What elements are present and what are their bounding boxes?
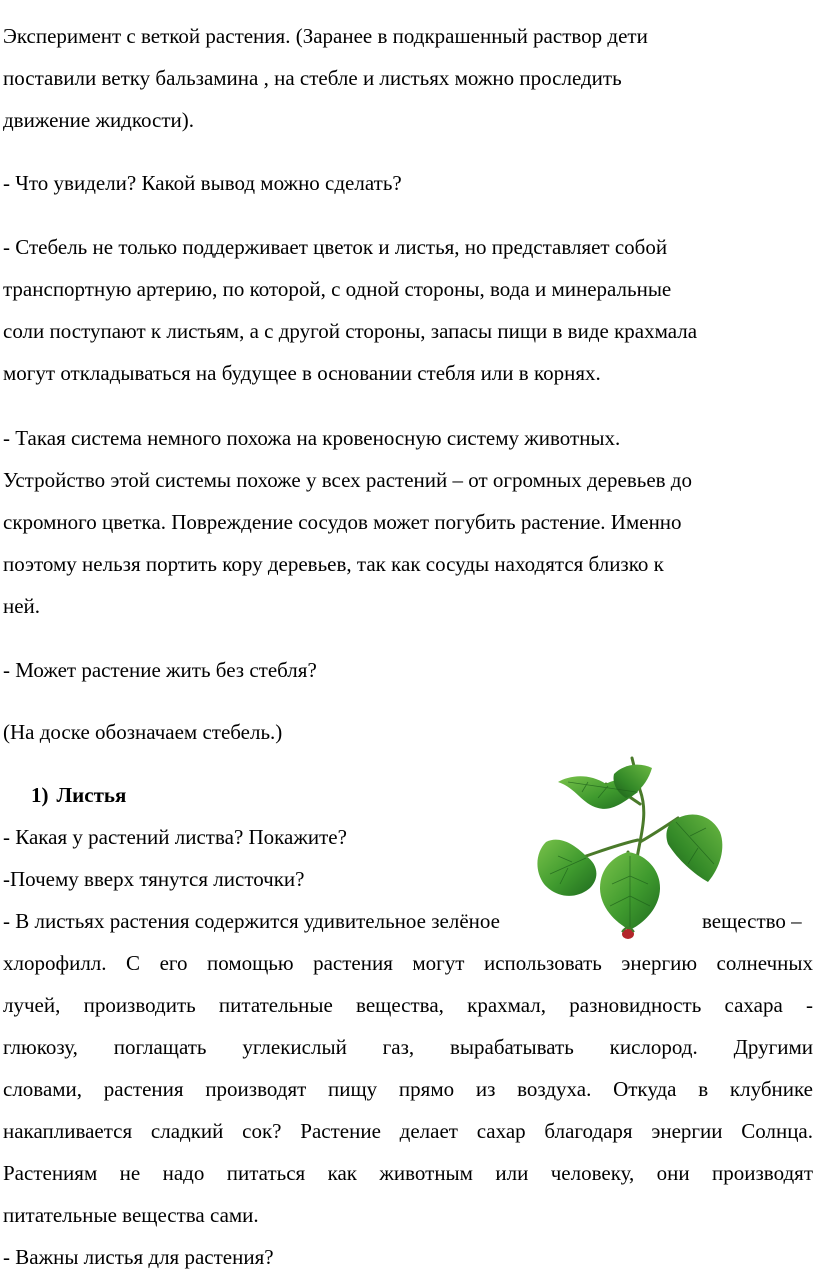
leaves-body-line-4: словами, растения производят пищу прямо из воздуха. Откуда в клубнике bbox=[3, 1077, 813, 1101]
question-what-seen: - Что увидели? Какой вывод можно сделать? bbox=[3, 171, 402, 195]
leaves-body-line-2: лучей, производить питательные вещества, крахмал, разновидность сахара - bbox=[3, 993, 813, 1017]
experiment-line-2: поставили ветку бальзамина , на стебле и листьях можно проследить bbox=[3, 66, 622, 90]
leaf-left bbox=[537, 840, 596, 896]
leaves-body-line-1: хлорофилл. С его помощью растения могут использовать энергию солнечных bbox=[3, 951, 813, 975]
leaves-body-line-6: Растениям не надо питаться как животным или человеку, они производят bbox=[3, 1161, 813, 1185]
leaves-line-3-right: вещество – bbox=[702, 909, 802, 933]
system-line-5: ней. bbox=[3, 594, 41, 618]
answer-stem-line-4: могут откладываться на будущее в основании стебля или в корнях. bbox=[3, 361, 601, 385]
leaves-body-last: питательные вещества сами. bbox=[3, 1203, 259, 1227]
section-heading-leaves bbox=[31, 782, 126, 808]
system-line-4: поэтому нельзя портить кору деревьев, так как сосуды находятся близко к bbox=[3, 552, 664, 576]
plant-branch-illustration bbox=[528, 752, 728, 942]
leaves-question-3: - Важны листья для растения? bbox=[3, 1245, 274, 1269]
section-number: 1) bbox=[31, 783, 49, 807]
leaves-body-line-3: глюкозу, поглащать углекислый газ, вырабатывать кислород. Другими bbox=[3, 1035, 813, 1059]
leaves-line-3-left: - В листьях растения содержится удивительное зелёное bbox=[3, 909, 500, 933]
leaves-question-1: - Какая у растений листва? Покажите? bbox=[3, 825, 347, 849]
system-line-1: - Такая система немного похожа на кровеносную систему животных. bbox=[3, 426, 621, 450]
answer-stem-line-3: соли поступают к листьям, а с другой стороны, запасы пищи в виде крахмала bbox=[3, 319, 698, 343]
experiment-line-1: Эксперимент с веткой растения. (Заранее в подкрашенный раствор дети bbox=[3, 24, 648, 48]
question-without-stem: - Может растение жить без стебля? bbox=[3, 658, 317, 682]
section-title: Листья bbox=[56, 783, 127, 807]
leaf-right bbox=[666, 814, 722, 882]
leaves-body-line-5: накапливается сладкий сок? Растение делает сахар благодаря энергии Солнца. bbox=[3, 1119, 813, 1143]
experiment-line-3: движение жидкости). bbox=[3, 108, 195, 132]
answer-stem-line-2: транспортную артерию, по которой, с одной стороны, вода и минеральные bbox=[3, 277, 672, 301]
system-line-3: скромного цветка. Повреждение сосудов может погубить растение. Именно bbox=[3, 510, 682, 534]
leaves-question-2: -Почему вверх тянутся листочки? bbox=[3, 867, 305, 891]
board-note: (На доске обозначаем стебель.) bbox=[3, 720, 283, 744]
system-line-2: Устройство этой системы похоже у всех растений – от огромных деревьев до bbox=[3, 468, 692, 492]
answer-stem-line-1: - Стебель не только поддерживает цветок и листья, но представляет собой bbox=[3, 235, 668, 259]
